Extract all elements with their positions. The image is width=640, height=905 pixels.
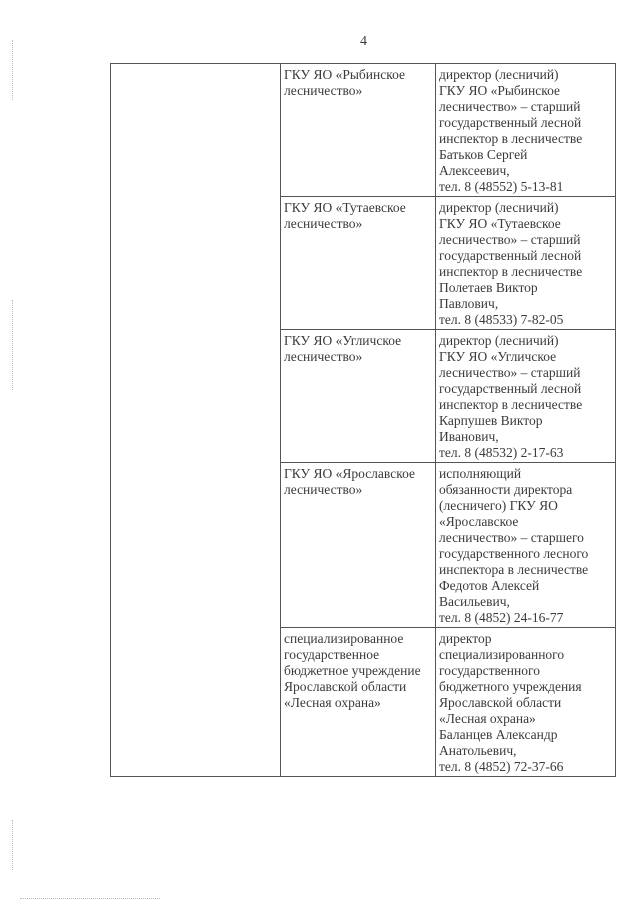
organization-cell: ГКУ ЯО «Угличское лесничество» (281, 330, 436, 463)
head-contact-cell: директор (лесничий) ГКУ ЯО «Угличское лесничество» – старший государственный лесной инспектор в лесничестве Карпушев Виктор Иванович, тел. 8 (48532) 2-17-63 (436, 330, 616, 463)
head-contact-cell: директор специализированного государственного бюджетного учреждения Ярославской области «Лесная охрана» Баланцев Александр Анатольевич, тел. 8 (4852) 72-37-66 (436, 628, 616, 777)
scan-edge-mark (12, 40, 13, 100)
organization-cell: ГКУ ЯО «Рыбинское лесничество» (281, 64, 436, 197)
head-contact-cell: исполняющий обязанности директора (лесничего) ГКУ ЯО «Ярославское лесничество» – старшего государственного лесного инспектора в лесничестве Федотов Алексей Васильевич, тел. 8 (4852) 24-16-77 (436, 463, 616, 628)
region-cell (111, 64, 281, 777)
scan-edge-mark (20, 898, 160, 899)
scan-edge-mark (12, 300, 13, 390)
forestry-contacts-table (110, 63, 616, 777)
head-contact-cell: директор (лесничий) ГКУ ЯО «Тутаевское лесничество» – старший государственный лесной инспектор в лесничестве Полетаев Виктор Павлович, тел. 8 (48533) 7-82-05 (436, 197, 616, 330)
organization-cell: ГКУ ЯО «Ярославское лесничество» (281, 463, 436, 628)
page-number: 4 (360, 34, 367, 49)
scan-edge-mark (12, 820, 13, 870)
table-row (111, 64, 616, 197)
organization-cell: ГКУ ЯО «Тутаевское лесничество» (281, 197, 436, 330)
head-contact-cell: директор (лесничий) ГКУ ЯО «Рыбинское лесничество» – старший государственный лесной инспектор в лесничестве Батьков Сергей Алексеевич, тел. 8 (48552) 5-13-81 (436, 64, 616, 197)
organization-cell: специализированное государственное бюджетное учреждение Ярославской области «Лесная охрана» (281, 628, 436, 777)
